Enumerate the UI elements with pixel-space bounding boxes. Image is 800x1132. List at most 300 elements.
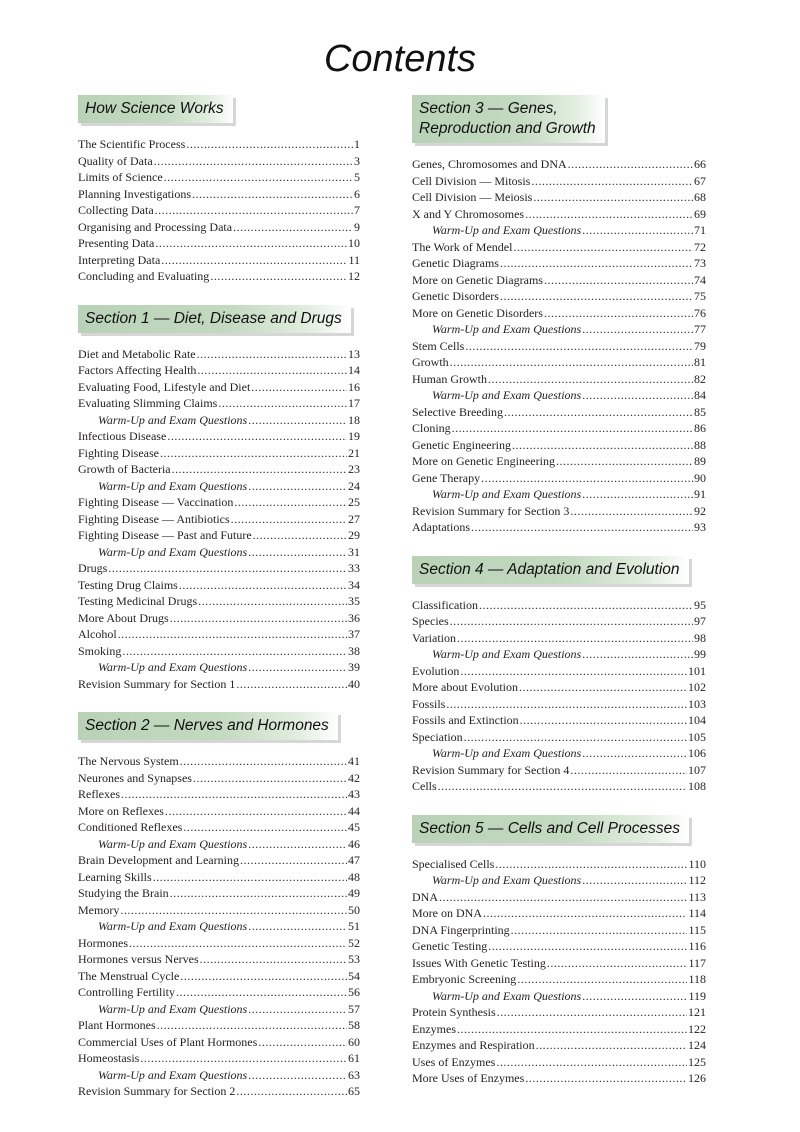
dot-leader [439, 889, 687, 906]
page-number: 23 [348, 462, 360, 476]
toc-entry [412, 338, 706, 355]
toc-entry [412, 889, 706, 906]
page-number: 124 [688, 1038, 706, 1052]
entry-title: More on Reflexes [78, 803, 164, 818]
page-number: 41 [348, 754, 360, 768]
entry-title: Limits of Science [78, 170, 163, 184]
entry-title: Genetic Disorders [412, 289, 499, 303]
page-number: 84 [694, 388, 706, 402]
entry-title: Planning Investigations [78, 186, 191, 201]
entry-title: Human Growth [412, 371, 487, 386]
entry-title: Stem Cells [412, 338, 465, 353]
page-number: 48 [348, 869, 360, 884]
page-number: 54 [348, 968, 360, 983]
entry-title: Warm-Up and Exam Questions [432, 873, 582, 887]
entry-title: Studying the Brain [78, 886, 169, 900]
dot-leader [504, 404, 693, 421]
dot-leader [108, 560, 347, 577]
toc-entry [78, 461, 360, 478]
entry-title: Revision Summary for Section 1 [78, 676, 236, 691]
toc-subentry [412, 646, 706, 663]
entry-title: Commercial Uses of Plant Hormones [78, 1034, 258, 1049]
page-number: 33 [348, 561, 360, 575]
page-number: 104 [688, 713, 706, 727]
entry-title: DNA [412, 889, 438, 904]
toc-entry [412, 597, 706, 614]
dot-leader [438, 778, 687, 795]
toc-entry [78, 577, 360, 594]
entry-title: More on Genetic Engineering [412, 454, 555, 468]
page-number: 61 [348, 1051, 360, 1065]
page-number: 12 [348, 269, 360, 283]
dot-leader [544, 272, 693, 289]
entry-title: Presenting Data [78, 236, 155, 250]
entry-title: Variation [412, 630, 456, 645]
page-number: 63 [348, 1067, 360, 1082]
toc-subentry [412, 745, 706, 762]
dot-leader [186, 136, 353, 153]
toc-entry [412, 288, 706, 305]
entry-title: Fighting Disease — Vaccination [78, 495, 234, 509]
toc-entry [78, 252, 360, 269]
page-number: 11 [348, 252, 360, 267]
toc-entry [78, 935, 360, 952]
dot-leader [471, 519, 693, 536]
dot-leader [120, 902, 347, 919]
toc-entry [412, 503, 706, 520]
dot-leader [118, 626, 347, 643]
dot-leader [465, 338, 693, 355]
entry-title: Interpreting Data [78, 252, 161, 267]
page-number: 9 [354, 219, 360, 234]
dot-leader [556, 453, 693, 470]
page-number: 88 [694, 437, 706, 452]
toc-section [412, 95, 706, 536]
entry-title: Protein Synthesis [412, 1005, 496, 1019]
dot-leader [533, 189, 693, 206]
dot-leader [582, 646, 693, 663]
dot-leader [240, 852, 347, 869]
entry-title: Warm-Up and Exam Questions [98, 1001, 248, 1016]
page-number: 126 [688, 1071, 706, 1085]
page-number: 56 [348, 985, 360, 999]
toc-entry [412, 856, 706, 873]
toc-entry [78, 527, 360, 544]
toc-entry [78, 428, 360, 445]
toc-entry [78, 395, 360, 412]
right-column [412, 95, 706, 1107]
toc-entry [412, 955, 706, 972]
page-number: 17 [348, 396, 360, 410]
toc-entry [78, 676, 360, 693]
page-number: 72 [694, 239, 706, 254]
page-number: 85 [694, 404, 706, 419]
dot-leader [488, 938, 687, 955]
entry-title: Embryonic Screening [412, 972, 517, 986]
page-number: 67 [694, 173, 706, 188]
page-number: 115 [688, 922, 706, 937]
entry-title: Fossils and Extinction [412, 713, 519, 727]
entry-title: Cloning [412, 421, 451, 435]
toc-entry [78, 560, 360, 577]
entry-title: Uses of Enzymes [412, 1054, 496, 1069]
dot-leader [488, 371, 693, 388]
entry-title: Growth [412, 355, 449, 369]
dot-leader [180, 753, 347, 770]
entry-title: Warm-Up and Exam Questions [432, 647, 582, 661]
entry-title: Homeostasis [78, 1051, 140, 1065]
dot-leader [192, 186, 353, 203]
toc-entry [412, 922, 706, 939]
page-number: 25 [348, 495, 360, 509]
toc-entry-list [412, 156, 706, 536]
dot-leader [248, 1001, 347, 1018]
toc-entry [412, 437, 706, 454]
toc-entry [412, 354, 706, 371]
entry-title: More Uses of Enzymes [412, 1071, 525, 1085]
entry-title: Testing Drug Claims [78, 577, 178, 592]
page-number: 77 [694, 322, 706, 336]
toc-entry [412, 189, 706, 206]
toc-entry [78, 902, 360, 919]
page-number: 75 [694, 289, 706, 303]
dot-leader [210, 268, 347, 285]
toc-entry [412, 1054, 706, 1071]
page-number: 102 [688, 680, 706, 694]
toc-entry [78, 803, 360, 820]
page-number: 97 [694, 614, 706, 628]
toc-entry [412, 371, 706, 388]
entry-title: Concluding and Evaluating [78, 269, 210, 283]
page-number: 1 [354, 137, 360, 151]
toc-entry-list [78, 136, 360, 285]
toc-entry [412, 272, 706, 289]
toc-entry-list [412, 597, 706, 795]
toc-entry [78, 136, 360, 153]
dot-leader [248, 918, 347, 935]
entry-title: Plant Hormones [78, 1018, 156, 1032]
dot-leader [512, 437, 693, 454]
dot-leader [525, 1070, 687, 1087]
page-number: 106 [688, 746, 706, 760]
entry-title: Adaptations [412, 520, 470, 534]
toc-entry [78, 1017, 360, 1034]
page-number: 42 [348, 770, 360, 785]
dot-leader [531, 173, 693, 190]
entry-title: Smoking [78, 643, 122, 658]
toc-entry [78, 1083, 360, 1100]
dot-leader [582, 745, 687, 762]
page-number: 114 [688, 906, 706, 920]
dot-leader [197, 362, 347, 379]
entry-title: Collecting Data [78, 203, 154, 217]
entry-title: Revision Summary for Section 4 [412, 762, 570, 777]
entry-title: Warm-Up and Exam Questions [98, 412, 248, 427]
toc-subentry [78, 659, 360, 676]
page-number: 116 [688, 939, 706, 953]
toc-entry [78, 770, 360, 787]
dot-leader [497, 1004, 687, 1021]
entry-title: Controlling Fertility [78, 985, 176, 999]
toc-entry [412, 519, 706, 536]
dot-leader [121, 786, 347, 803]
toc-entry [412, 712, 706, 729]
toc-entry [78, 951, 360, 968]
dot-leader [170, 610, 347, 627]
toc-entry [78, 202, 360, 219]
entry-title: Warm-Up and Exam Questions [98, 660, 248, 674]
entry-title: Hormones versus Nerves [78, 952, 199, 966]
dot-leader [248, 412, 347, 429]
dot-leader [496, 1054, 687, 1071]
page-number: 112 [688, 873, 706, 887]
dot-leader [457, 1021, 687, 1038]
toc-entry [412, 206, 706, 223]
dot-leader [450, 613, 693, 630]
dot-leader [179, 577, 347, 594]
entry-title: Alcohol [78, 627, 117, 641]
dot-leader [519, 679, 687, 696]
toc-entry [78, 984, 360, 1001]
entry-title: Specialised Cells [412, 856, 495, 871]
page-number: 113 [688, 889, 706, 904]
section-heading: Section 3 — Genes, Reproduction and Growth [412, 95, 605, 143]
entry-title: Conditioned Reflexes [78, 820, 183, 834]
entry-title: Fighting Disease [78, 445, 159, 460]
dot-leader [582, 486, 693, 503]
entry-title: Fighting Disease — Antibiotics [78, 511, 230, 526]
dot-leader [570, 762, 687, 779]
page-number: 122 [688, 1021, 706, 1036]
entry-title: Warm-Up and Exam Questions [98, 919, 248, 933]
toc-entry [78, 379, 360, 396]
page-number: 49 [348, 886, 360, 900]
entry-title: Warm-Up and Exam Questions [98, 544, 248, 559]
dot-leader [479, 597, 693, 614]
entry-title: Enzymes and Respiration [412, 1038, 535, 1052]
entry-title: Neurones and Synapses [78, 770, 192, 785]
page-number: 19 [348, 429, 360, 443]
page-number: 95 [694, 597, 706, 612]
page-number: 93 [694, 520, 706, 534]
toc-entry [78, 445, 360, 462]
toc-entry [78, 593, 360, 610]
toc-entry [78, 643, 360, 660]
dot-leader [248, 659, 347, 676]
toc-subentry [412, 222, 706, 239]
dot-leader [248, 836, 347, 853]
page-number: 73 [694, 256, 706, 270]
entry-title: More about Evolution [412, 680, 518, 694]
page-number: 58 [348, 1018, 360, 1032]
entry-title: Selective Breeding [412, 404, 503, 419]
page-title: Contents [323, 38, 477, 80]
dot-leader [582, 321, 693, 338]
dot-leader [198, 593, 347, 610]
toc-entry [78, 626, 360, 643]
page-number: 89 [694, 454, 706, 468]
page-number: 118 [688, 972, 706, 986]
toc-subentry [412, 321, 706, 338]
page-number: 35 [348, 594, 360, 608]
entry-title: Genes, Chromosomes and DNA [412, 157, 567, 171]
entry-title: Classification [412, 597, 478, 612]
dot-leader [248, 1067, 347, 1084]
toc-entry [78, 362, 360, 379]
toc-entry [78, 511, 360, 528]
page-number: 40 [348, 676, 360, 691]
dot-leader [157, 1017, 347, 1034]
dot-leader [236, 676, 347, 693]
toc-entry [412, 938, 706, 955]
toc-entry [412, 778, 706, 795]
entry-title: Cells [412, 779, 437, 793]
toc-subentry [78, 836, 360, 853]
dot-leader [253, 527, 347, 544]
toc-entry-list [412, 856, 706, 1087]
toc-subentry [78, 1001, 360, 1018]
toc-entry-list [78, 346, 360, 693]
dot-leader [500, 288, 693, 305]
toc-entry [412, 404, 706, 421]
entry-title: Growth of Bacteria [78, 462, 171, 476]
dot-leader [568, 156, 693, 173]
toc-entry [412, 663, 706, 680]
dot-leader [517, 971, 687, 988]
page-number: 98 [694, 630, 706, 645]
toc-entry [412, 470, 706, 487]
page-number: 6 [354, 186, 360, 201]
page-number: 71 [694, 223, 706, 237]
dot-leader [155, 202, 353, 219]
page-number: 14 [348, 363, 360, 377]
toc-entry [412, 255, 706, 272]
toc-entry [78, 235, 360, 252]
toc-entry [412, 1070, 706, 1087]
page-number: 51 [348, 919, 360, 933]
page-number: 44 [348, 803, 360, 818]
dot-leader [160, 445, 347, 462]
toc-subentry [412, 387, 706, 404]
toc-entry [412, 420, 706, 437]
page-number: 74 [694, 272, 706, 287]
entry-title: Genetic Engineering [412, 437, 511, 452]
left-column [78, 95, 360, 1120]
entry-title: Evaluating Food, Lifestyle and Diet [78, 379, 251, 394]
section-heading: Section 5 — Cells and Cell Processes [412, 815, 689, 843]
toc-entry [412, 1037, 706, 1054]
page-number: 66 [694, 157, 706, 171]
entry-title: The Scientific Process [78, 137, 186, 151]
entry-title: Warm-Up and Exam Questions [98, 836, 248, 851]
dot-leader [180, 968, 347, 985]
page-number: 50 [348, 902, 360, 917]
page-number: 21 [348, 445, 360, 460]
entry-title: Warm-Up and Exam Questions [432, 388, 582, 402]
dot-leader [197, 346, 347, 363]
toc-entry [412, 173, 706, 190]
toc-entry [78, 219, 360, 236]
entry-title: Memory [78, 902, 120, 917]
dot-leader [122, 643, 347, 660]
entry-title: Warm-Up and Exam Questions [432, 746, 582, 760]
page-number: 46 [348, 836, 360, 851]
entry-title: Drugs [78, 561, 108, 575]
page-number: 57 [348, 1001, 360, 1016]
dot-leader [547, 955, 688, 972]
toc-section [78, 305, 360, 693]
page-number: 125 [688, 1054, 706, 1069]
toc-entry [412, 1021, 706, 1038]
toc-entry [78, 885, 360, 902]
page-number: 105 [688, 729, 706, 744]
entry-title: Gene Therapy [412, 470, 481, 485]
dot-leader [140, 1050, 347, 1067]
dot-leader [452, 420, 693, 437]
entry-title: Revision Summary for Section 3 [412, 503, 570, 518]
toc-section [412, 556, 706, 795]
page-number: 38 [348, 643, 360, 658]
entry-title: Diet and Metabolic Rate [78, 346, 196, 361]
entry-title: Warm-Up and Exam Questions [432, 322, 582, 336]
page-number: 16 [348, 379, 360, 394]
toc-entry [78, 186, 360, 203]
dot-leader [483, 905, 687, 922]
page-number: 69 [694, 206, 706, 221]
dot-leader [155, 235, 347, 252]
page-number: 24 [348, 478, 360, 493]
toc-entry [78, 1050, 360, 1067]
page-number: 53 [348, 952, 360, 966]
toc-entry [412, 905, 706, 922]
page-number: 18 [348, 412, 360, 427]
dot-leader [582, 872, 687, 889]
dot-leader [464, 729, 687, 746]
dot-leader [511, 922, 688, 939]
page-number: 3 [354, 153, 360, 168]
dot-leader [248, 544, 347, 561]
toc-entry [412, 762, 706, 779]
entry-title: Warm-Up and Exam Questions [98, 1067, 248, 1082]
dot-leader [233, 219, 353, 236]
dot-leader [544, 305, 693, 322]
dot-leader [248, 478, 347, 495]
entry-title: Warm-Up and Exam Questions [98, 478, 248, 493]
toc-subentry [78, 478, 360, 495]
page-number: 43 [348, 787, 360, 801]
toc-entry [78, 346, 360, 363]
dot-leader [582, 387, 693, 404]
page-number: 107 [688, 762, 706, 777]
page-number: 29 [348, 528, 360, 542]
toc-section [412, 815, 706, 1087]
entry-title: Genetic Testing [412, 939, 488, 953]
dot-leader [520, 712, 687, 729]
toc-subentry [78, 918, 360, 935]
dot-leader [513, 239, 693, 256]
page-number: 121 [688, 1005, 706, 1019]
entry-title: Issues With Genetic Testing [412, 955, 546, 970]
entry-title: Evaluating Slimming Claims [78, 396, 218, 410]
entry-title: The Menstrual Cycle [78, 968, 180, 983]
dot-leader [164, 169, 353, 186]
page-number: 117 [688, 955, 706, 970]
page-number: 92 [694, 503, 706, 518]
dot-leader [170, 885, 347, 902]
page-number: 76 [694, 305, 706, 320]
dot-leader [183, 819, 347, 836]
toc-entry-list [78, 753, 360, 1100]
